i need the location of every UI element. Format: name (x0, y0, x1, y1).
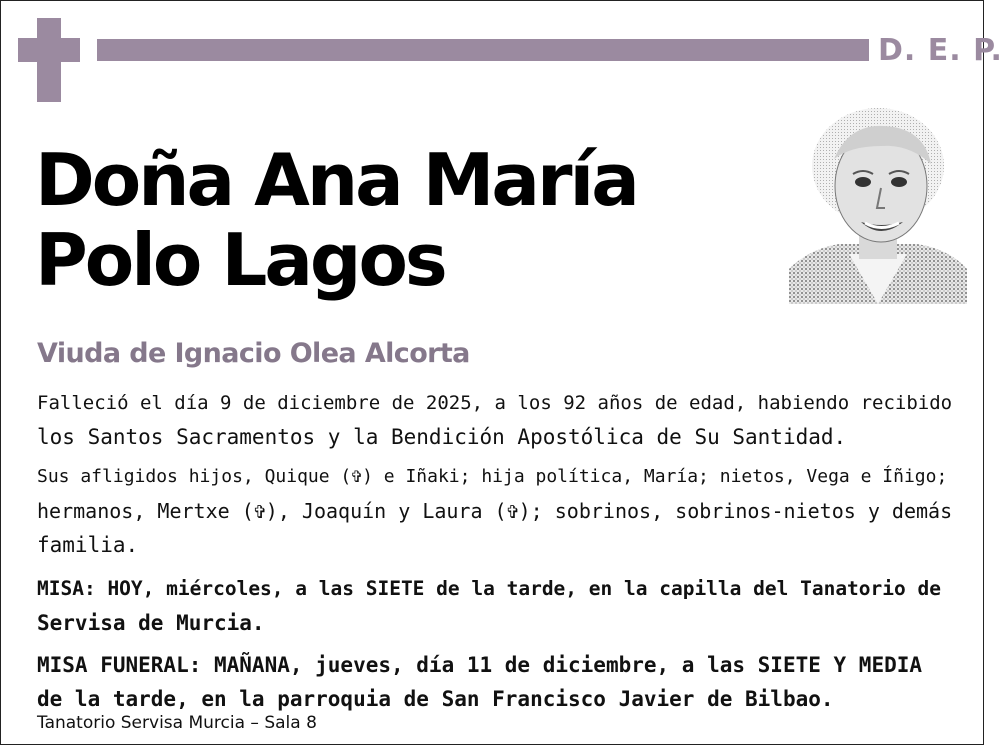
paragraph-line: Sus afligidos hijos, Quique (✞) e Iñaki; hija política, María; nietos, Vega e Íñigo; (37, 466, 948, 487)
cross-icon-bar (18, 38, 80, 62)
deceased-subtitle: Viuda de Ignacio Olea Alcorta (37, 338, 470, 369)
dep-label: D. E. P. (878, 33, 1003, 68)
paragraph-line: Falleció el día 9 de diciembre de 2025, a los 92 años de edad, habiendo recibido (37, 392, 953, 414)
name-line-1: Doña Ana María (35, 138, 637, 222)
paragraph-line: los Santos Sacramentos y la Bendición Apostólica de Su Santidad. (37, 425, 847, 449)
death-notice-paragraph (37, 386, 953, 454)
family-paragraph (37, 460, 953, 562)
funeral-home-footer: Tanatorio Servisa Murcia – Sala 8 (37, 713, 317, 733)
name-line-2: Polo Lagos (35, 218, 445, 302)
portrait-photo (789, 104, 967, 304)
paragraph-line: Servisa de Murcia. (37, 611, 265, 635)
deceased-name (35, 140, 755, 300)
paragraph-line: de la tarde, en la parroquia de San Francisco Javier de Bilbao. (37, 687, 834, 711)
mass-paragraph (37, 572, 941, 640)
funeral-mass-paragraph (37, 648, 937, 716)
paragraph-line: familia. (37, 533, 139, 557)
paragraph-line: MISA: HOY, miércoles, a las SIETE de la tarde, en la capilla del Tanatorio de (37, 577, 941, 600)
header-rule (97, 39, 869, 61)
paragraph-line: MISA FUNERAL: MAÑANA, jueves, día 11 de diciembre, a las SIETE Y MEDIA (37, 653, 923, 677)
paragraph-line: hermanos, Mertxe (✞), Joaquín y Laura (✞); sobrinos, sobrinos-nietos y demás (37, 499, 953, 523)
